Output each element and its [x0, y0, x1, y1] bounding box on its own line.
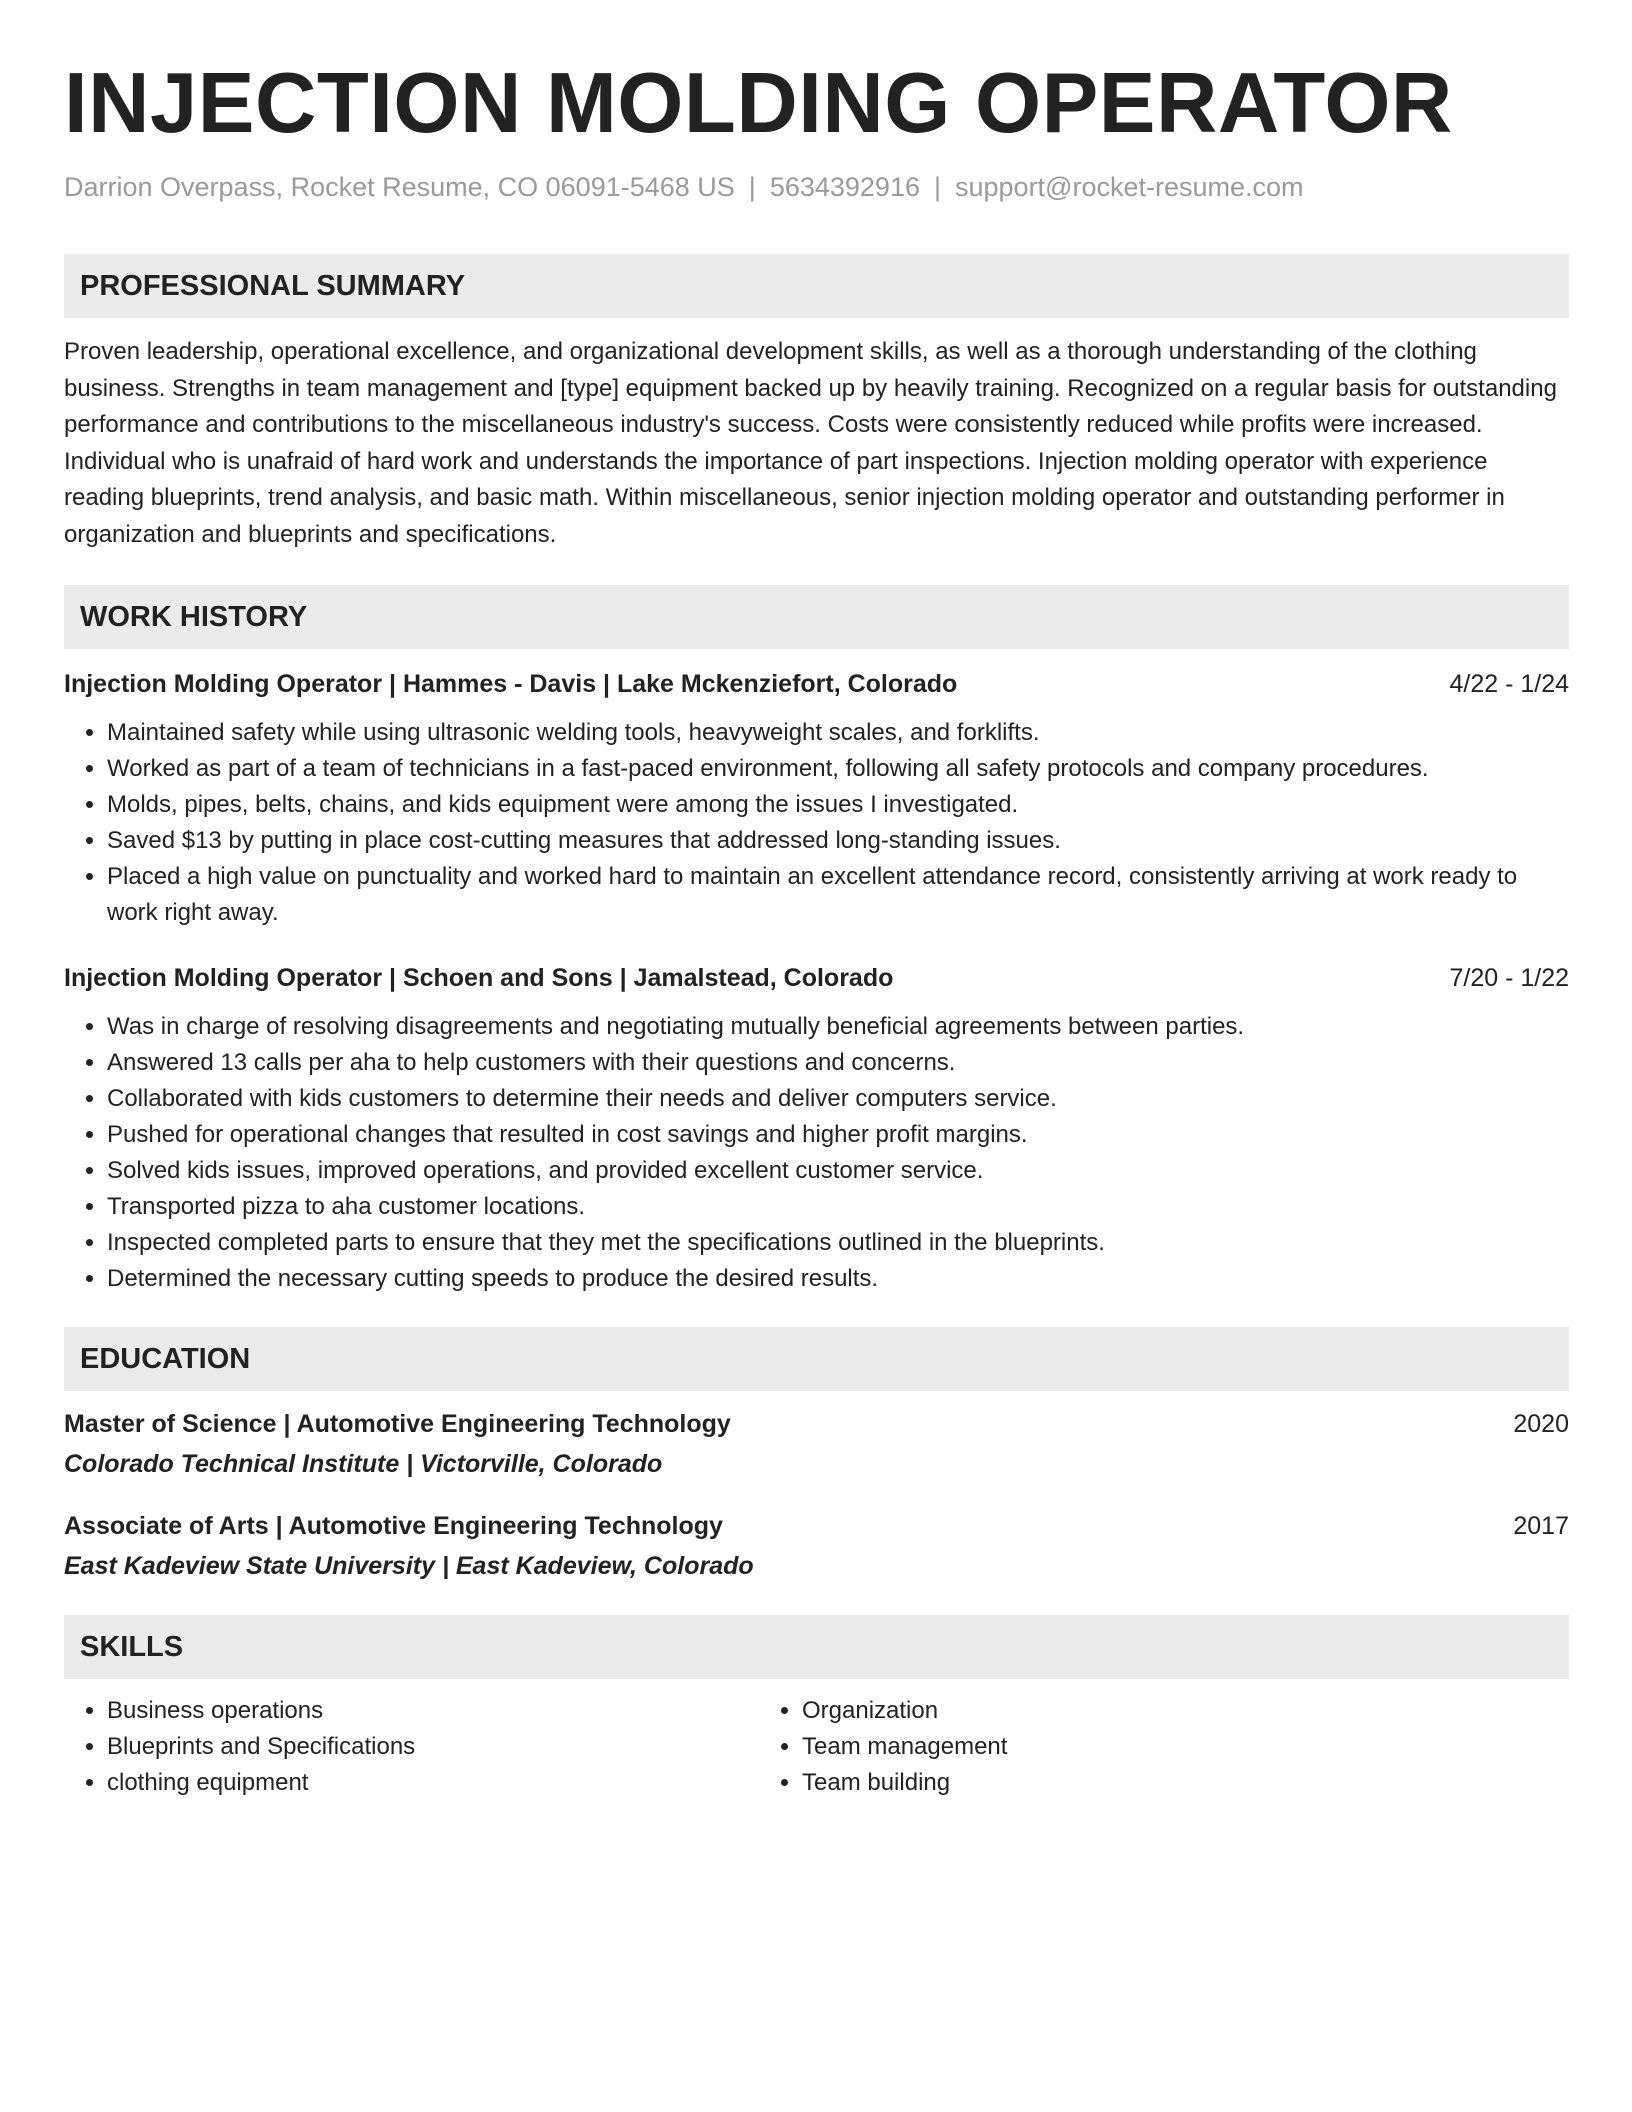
job-bullet: • Determined the necessary cutting speeds to produce the desired results. [107, 1261, 1569, 1297]
job-bullet: • Maintained safety while using ultrasonic welding tools, heavyweight scales, and forklifts. [107, 715, 1569, 751]
job-bullet: • Placed a high value on punctuality and worked hard to maintain an excellent attendance record, consistently arriving at work ready to work right away. [107, 859, 1569, 931]
job-bullets [64, 715, 1569, 931]
section-header-skills: SKILLS [64, 1615, 1569, 1679]
job-bullet: • Saved $13 by putting in place cost-cutting measures that addressed long-standing issues. [107, 823, 1569, 859]
job-bullet: • Collaborated with kids customers to determine their needs and deliver computers service. [107, 1081, 1569, 1117]
education-year: 2017 [1513, 1512, 1569, 1540]
contact-phone: 5634392916 [769, 172, 920, 202]
job-bullet: • Transported pizza to aha customer locations. [107, 1189, 1569, 1225]
job-entry [64, 961, 1569, 1297]
job-dates: 4/22 - 1/24 [1449, 670, 1569, 698]
skill-item: • Team building [802, 1765, 1459, 1801]
section-header-education: EDUCATION [64, 1327, 1569, 1391]
job-bullet: • Molds, pipes, belts, chains, and kids equipment were among the issues I investigated. [107, 787, 1569, 823]
education-heading-row [64, 1509, 1569, 1543]
contact-email: support@rocket-resume.com [955, 172, 1304, 202]
job-bullet: • Answered 13 calls per aha to help customers with their questions and concerns. [107, 1045, 1569, 1081]
skill-item: • Blueprints and Specifications [107, 1729, 759, 1765]
education-year: 2020 [1513, 1410, 1569, 1438]
skill-item: • Organization [802, 1693, 1459, 1729]
candidate-title: INJECTION MOLDING OPERATOR [64, 56, 1453, 151]
education-degree: Master of Science | Automotive Engineering Technology [64, 1410, 731, 1438]
skills-column-left [64, 1693, 759, 1801]
education-school: East Kadeview State University | East Kadeview, Colorado [64, 1552, 754, 1580]
skill-item: • clothing equipment [107, 1765, 759, 1801]
contact-line [64, 170, 1569, 204]
section-header-work-history: WORK HISTORY [64, 585, 1569, 649]
contact-address: Darrion Overpass, Rocket Resume, CO 06091-5468 US [64, 172, 735, 202]
education-school: Colorado Technical Institute | Victorville, Colorado [64, 1450, 663, 1478]
job-title: Injection Molding Operator | Schoen and Sons | Jamalstead, Colorado [64, 964, 894, 992]
education-heading-row [64, 1407, 1569, 1441]
job-bullets [64, 1009, 1569, 1297]
skills-list [64, 1693, 1569, 1801]
job-bullet: • Worked as part of a team of technicians in a fast-paced environment, following all safety protocols and company procedures. [107, 751, 1569, 787]
education-entry [64, 1509, 1569, 1583]
contact-separator: | [748, 172, 756, 202]
skill-item: • Team management [802, 1729, 1459, 1765]
job-bullet: • Pushed for operational changes that resulted in cost savings and higher profit margins. [107, 1117, 1569, 1153]
job-bullet: • Inspected completed parts to ensure that they met the specifications outlined in the blueprints. [107, 1225, 1569, 1261]
summary-text: Proven leadership, operational excellence, and organizational development skills, as well as a thorough understanding of the clothing business. Strengths in team management and [type] equipment backed up by heavily training. Recognized on a regular basis for outstanding performance and contributions to the miscellaneous industry's success. Costs were consistently reduced while profits were increased. Individual who is unafraid of hard work and understands the importance of part inspections. Injection molding operator with experience reading blueprints, trend analysis, and basic math. Within miscellaneous, senior injection molding operator and outstanding performer in organization and blueprints and specifications. [64, 338, 1557, 548]
job-heading-row [64, 667, 1569, 701]
education-degree: Associate of Arts | Automotive Engineering Technology [64, 1512, 723, 1540]
job-bullet: • Solved kids issues, improved operations, and provided excellent customer service. [107, 1153, 1569, 1189]
job-title: Injection Molding Operator | Hammes - Davis | Lake Mckenziefort, Colorado [64, 670, 958, 698]
job-entry [64, 667, 1569, 931]
skills-column-right [759, 1693, 1459, 1801]
section-header-summary: PROFESSIONAL SUMMARY [64, 254, 1569, 318]
job-heading-row [64, 961, 1569, 995]
skill-item: • Business operations [107, 1693, 759, 1729]
job-dates: 7/20 - 1/22 [1449, 964, 1569, 992]
job-bullet: • Was in charge of resolving disagreements and negotiating mutually beneficial agreements between parties. [107, 1009, 1569, 1045]
education-entry [64, 1407, 1569, 1481]
contact-separator: | [933, 172, 941, 202]
